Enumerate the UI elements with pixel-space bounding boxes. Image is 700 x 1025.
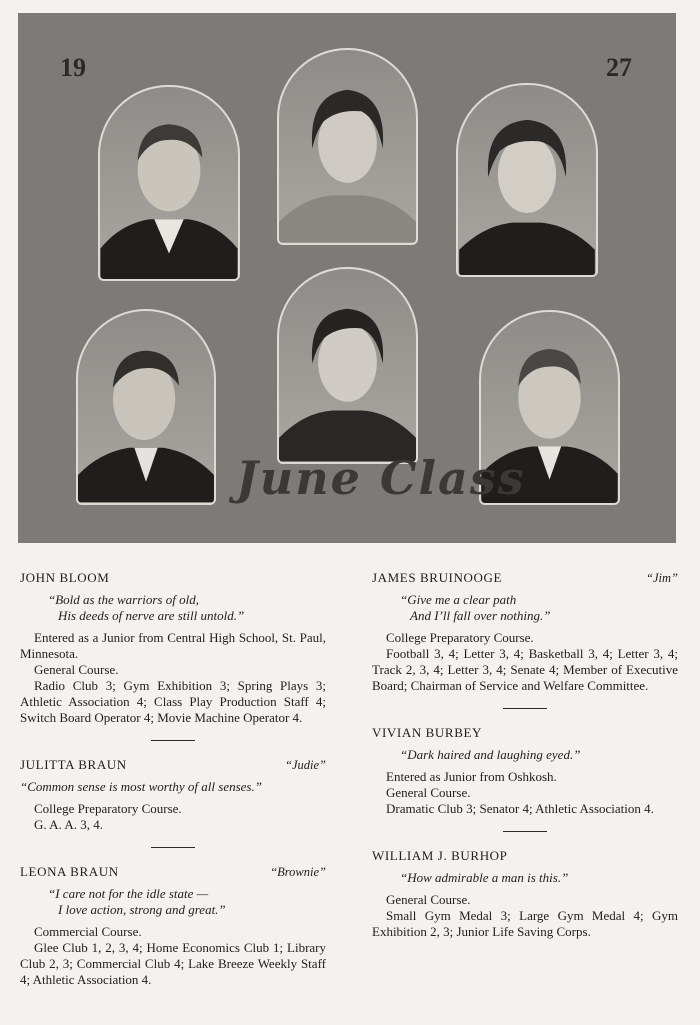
- student-nickname: “Jim”: [646, 571, 678, 585]
- divider: [503, 831, 547, 832]
- student-details: College Preparatory Course. G. A. A. 3, 4.: [34, 801, 182, 832]
- portrait-silhouette: [78, 311, 214, 503]
- portrait-silhouette: [279, 50, 416, 243]
- divider: [503, 708, 547, 709]
- student-details: General Course. Small Gym Medal 3; Large Gym Medal 4; Gym Exhibition 2, 3; Junior Life Saving Corps.: [372, 892, 678, 939]
- student-details: College Preparatory Course. Football 3, 4; Letter 3, 4; Basketball 3, 4; Letter 3, 4; Track 2, 3, 4; Letter 3, 4; Senate 4; Member of Executive Board; Chairman of Service and Welfare Committee.: [372, 630, 678, 693]
- portrait-photo: [98, 85, 240, 281]
- student-entry-vivian-burbey: [372, 725, 678, 817]
- year-left: 19: [60, 53, 86, 82]
- student-quote: “Common sense is most worthy of all senses.”: [20, 779, 262, 794]
- portrait-photo: [456, 83, 598, 277]
- student-name: JAMES BRUINOOGE: [372, 570, 502, 585]
- divider: [151, 847, 195, 848]
- student-name: VIVIAN BURBEY: [372, 725, 482, 740]
- class-title: June Class: [236, 451, 526, 505]
- student-quote: “Dark haired and laughing eyed.”: [400, 747, 581, 762]
- student-entry-james-bruinooge: [372, 570, 678, 694]
- photo-panel: [18, 13, 676, 543]
- right-column: [372, 570, 678, 940]
- portrait-silhouette: [100, 87, 238, 279]
- student-entry-william-burhop: [372, 848, 678, 940]
- student-details: Entered as a Junior from Central High School, St. Paul, Minnesota. General Course. Radio Club 3; Gym Exhibition 3; Spring Plays 3; Athletic Association 4; Class Play Production Staff 4; Switch Board Operator 4; Movie Machine Operator 4.: [20, 630, 326, 725]
- left-column: [20, 570, 326, 988]
- portrait-photo: [277, 267, 418, 464]
- student-details: Entered as Junior from Oshkosh. General Course. Dramatic Club 3; Senator 4; Athletic Association 4.: [386, 769, 654, 816]
- portrait-photo: [76, 309, 216, 505]
- student-name: JOHN BLOOM: [20, 570, 110, 585]
- student-name: JULITTA BRAUN: [20, 757, 127, 772]
- year-right: 27: [606, 53, 632, 82]
- student-details: Commercial Course. Glee Club 1, 2, 3, 4; Home Economics Club 1; Library Club 2, 3; Commercial Club 4; Lake Breeze Weekly Staff 4; Athletic Association 4.: [20, 924, 326, 987]
- student-entry-john-bloom: [20, 570, 326, 726]
- student-nickname: “Judie”: [285, 758, 326, 772]
- student-entry-julitta-braun: [20, 757, 326, 833]
- portrait-silhouette: [458, 85, 596, 275]
- student-quote: “I care not for the idle state — I love action, strong and great.”: [48, 886, 226, 917]
- student-entry-leona-braun: [20, 864, 326, 988]
- student-quote: “Give me a clear path And I’ll fall over nothing.”: [400, 592, 551, 623]
- student-quote: “Bold as the warriors of old, His deeds of nerve are still untold.”: [48, 592, 245, 623]
- student-nickname: “Brownie”: [270, 865, 326, 879]
- portrait-photo: [277, 48, 418, 245]
- divider: [151, 740, 195, 741]
- student-name: LEONA BRAUN: [20, 864, 119, 879]
- portrait-silhouette: [279, 269, 416, 462]
- student-quote: “How admirable a man is this.”: [400, 870, 569, 885]
- student-name: WILLIAM J. BURHOP: [372, 848, 508, 863]
